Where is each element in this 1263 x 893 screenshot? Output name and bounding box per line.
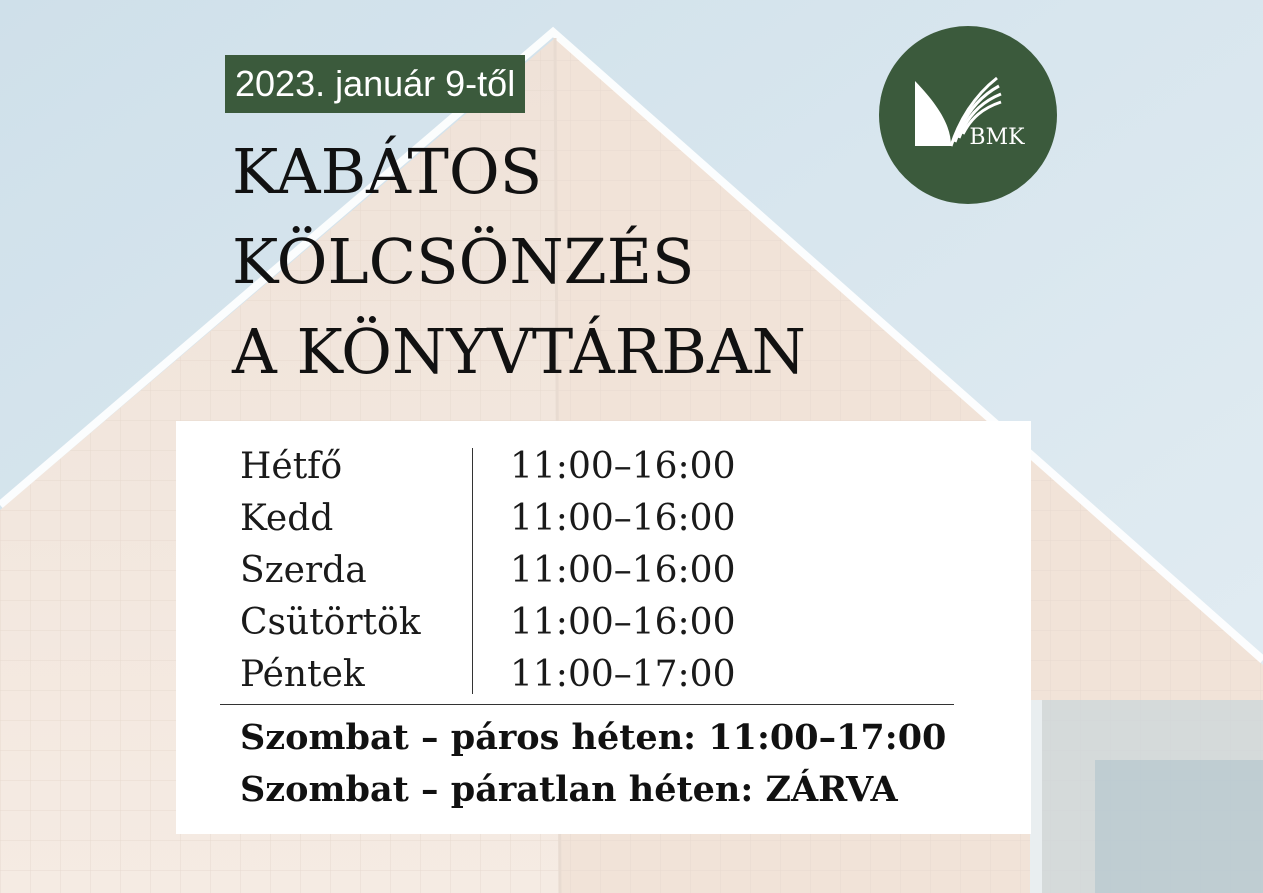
day-label: Szerda [240, 550, 367, 591]
hours-value: 11:00–16:00 [510, 550, 736, 591]
column-divider [472, 448, 473, 694]
hours-value: 11:00–17:00 [510, 654, 736, 695]
hours-value: 11:00–16:00 [510, 446, 736, 487]
bmk-logo [879, 26, 1057, 204]
title-line-1: KABÁTOS [232, 135, 543, 208]
title-line-3: A KÖNYVTÁRBAN [232, 315, 806, 388]
section-divider [220, 704, 954, 705]
hours-value: 11:00–16:00 [510, 602, 736, 643]
day-label: Csütörtök [240, 602, 421, 643]
opening-hours-panel [176, 421, 1031, 834]
saturday-odd-week: Szombat – páratlan héten: ZÁRVA [240, 769, 898, 810]
title-line-2: KÖLCSÖNZÉS [232, 225, 695, 298]
hours-value: 11:00–16:00 [510, 498, 736, 539]
day-label: Péntek [240, 654, 365, 695]
logo-text: BMK [969, 125, 1025, 150]
day-label: Hétfő [240, 446, 343, 487]
day-label: Kedd [240, 498, 334, 539]
page-title [232, 127, 806, 397]
saturday-even-week: Szombat – páros héten: 11:00–17:00 [240, 717, 947, 758]
start-date-badge: 2023. január 9-től [225, 55, 525, 113]
